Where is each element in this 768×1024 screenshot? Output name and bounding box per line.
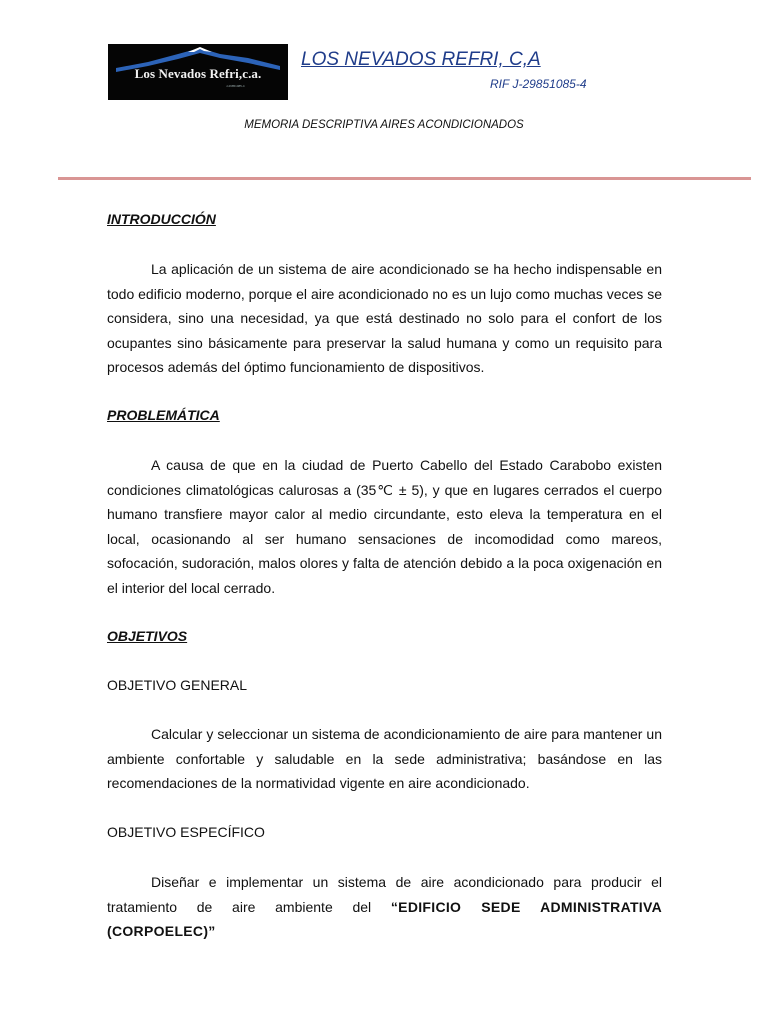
general-objective-heading: OBJETIVO GENERAL [107, 677, 248, 693]
specific-objective-heading: OBJETIVO ESPECÍFICO [107, 824, 265, 840]
intro-paragraph: La aplicación de un sistema de aire acondicionado se ha hecho indispensable en todo edificio moderno, porque el aire acondicionado no es un lujo como muchas veces se considera, sino una necesidad, ya que está destinado no solo para el confort de los ocupantes sino básicamente para preservar la salud humana y como un requisito para procesos además del óptimo funcionamiento de dispositivos. [107, 261, 662, 375]
general-objective-paragraph: Calcular y seleccionar un sistema de acondicionamiento de aire para mantener un ambiente confortable y saludable en la sede administrativa; basándose en las recomendaciones de la normatividad vigente en aire acondicionado. [107, 726, 662, 791]
company-name: LOS NEVADOS REFRI, C,A [301, 49, 541, 70]
rif-number: RIF J-29851085-4 [490, 77, 587, 91]
intro-heading: INTRODUCCIÓN [107, 211, 216, 227]
company-logo [108, 44, 288, 100]
problem-heading: PROBLEMÁTICA [107, 407, 220, 423]
objectives-heading: OBJETIVOS [107, 628, 188, 644]
logo-text: Los Nevados Refri,c.a. [134, 66, 262, 81]
logo-subtext: J-29851085-4 [226, 84, 245, 88]
header-divider [58, 177, 751, 180]
document-title: MEMORIA DESCRIPTIVA AIRES ACONDICIONADOS [244, 119, 524, 131]
specific-objective-text: Diseñar e implementar un sistema de aire acondicionado para producir el tratamiento de aire ambiente del [107, 874, 662, 915]
specific-objective-paragraph [107, 870, 662, 944]
problem-paragraph: A causa de que en la ciudad de Puerto Cabello del Estado Carabobo existen condiciones climatológicas calurosas a (35℃ ± 5), y que en lugares cerrados el cuerpo humano transfiere mayor calor al medio circundante, esto eleva la temperatura en el local, ocasionando al ser humano sensaciones de incomodidad como mareos, sofocación, sudoración, malos olores y falta de atención debido a la poca oxigenación en el interior del local cerrado. [107, 457, 662, 596]
building-name: “EDIFICIO SEDE ADMINISTRATIVA (CORPOELEC)” [107, 898, 662, 939]
